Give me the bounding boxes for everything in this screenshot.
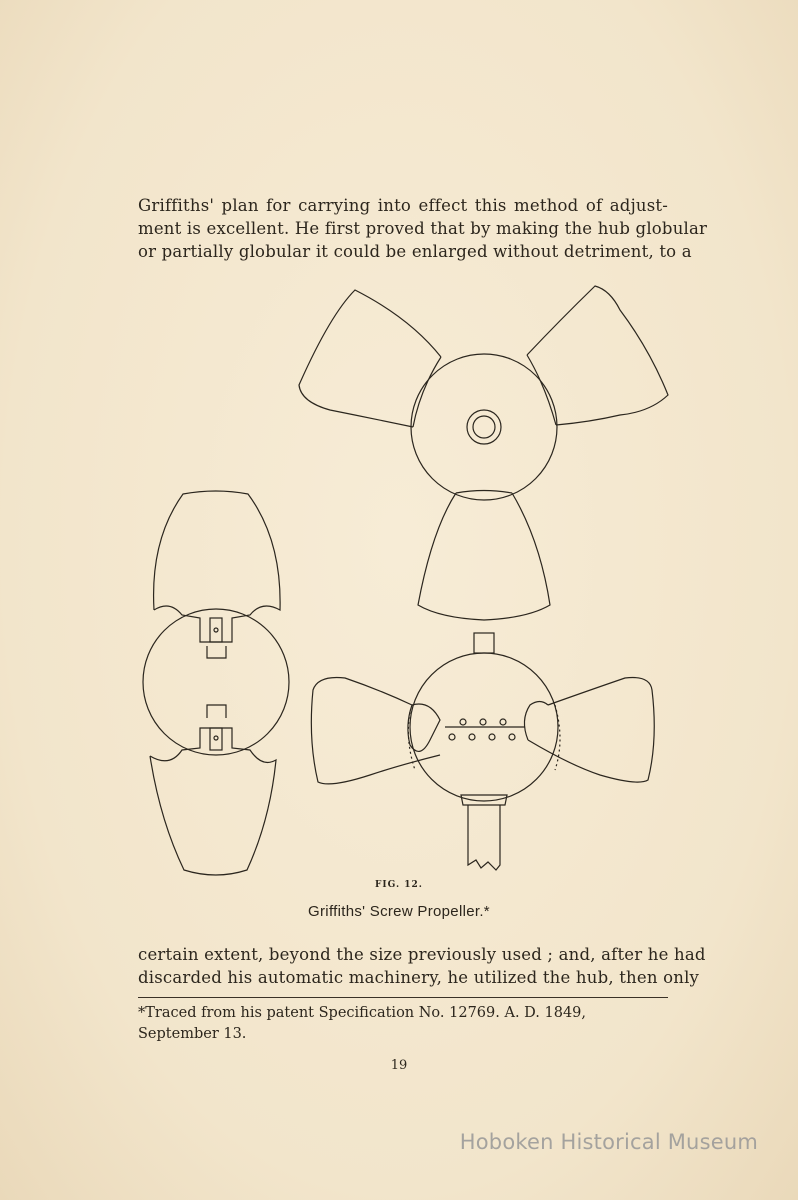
text-line: certain extent, beyond the size previously used ; and, after he had — [138, 945, 706, 964]
figure-caption: Griffiths' Screw Propeller.* — [308, 903, 490, 920]
page-number: 19 — [390, 1058, 408, 1073]
watermark: Hoboken Historical Museum — [459, 1130, 758, 1154]
text-line: ment is excellent. He first proved that by making the hub globular — [138, 219, 708, 238]
text-line: discarded his automatic machinery, he utilized the hub, then only — [138, 968, 700, 987]
propeller-top-view — [299, 286, 668, 620]
paragraph-bottom — [138, 943, 706, 989]
propeller-hub-view — [311, 633, 654, 870]
text-line: Griffiths' plan for carrying into effect this method of adjust- — [138, 196, 668, 215]
footnote: *Traced from his patent Specification No. 12769. A. D. 1849, September 13. — [138, 1005, 586, 1042]
propeller-side-view — [143, 491, 289, 875]
text-line: or partially globular it could be enlarged without detriment, to a — [138, 242, 692, 261]
footnote-divider — [138, 997, 668, 998]
figure-label: FIG. 12. — [375, 880, 423, 890]
